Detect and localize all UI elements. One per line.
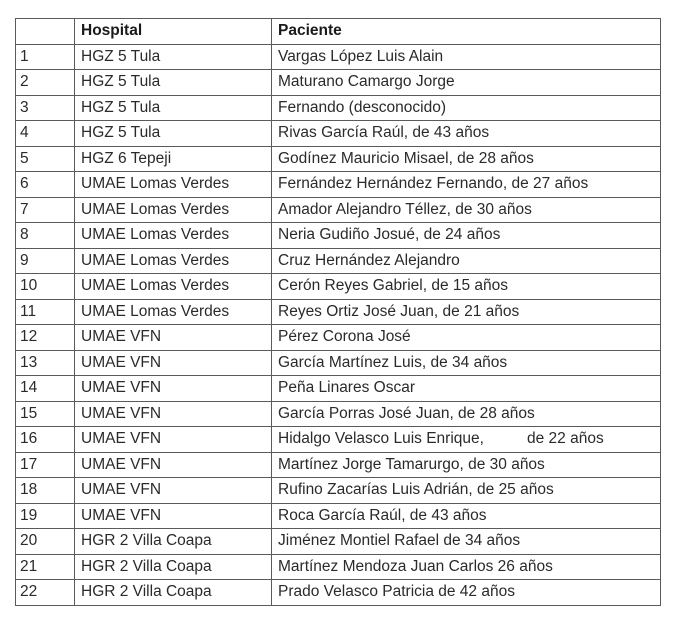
row-patient: Peña Linares Oscar [272,376,661,402]
row-number: 20 [16,529,75,555]
table-row [16,452,661,478]
header-number [16,19,75,45]
header-hospital: Hospital [75,19,272,45]
row-patient: Fernández Hernández Fernando, de 27 años [272,172,661,198]
row-hospital: UMAE VFN [75,350,272,376]
row-hospital: UMAE VFN [75,376,272,402]
row-patient: Hidalgo Velasco Luis Enrique, de 22 años [272,427,661,453]
row-number: 4 [16,121,75,147]
row-patient: Jiménez Montiel Rafael de 34 años [272,529,661,555]
row-patient: Rufino Zacarías Luis Adrián, de 25 años [272,478,661,504]
row-number: 17 [16,452,75,478]
row-patient: Martínez Jorge Tamarurgo, de 30 años [272,452,661,478]
row-patient: Godínez Mauricio Misael, de 28 años [272,146,661,172]
row-number: 1 [16,44,75,70]
table-row [16,44,661,70]
row-hospital: UMAE VFN [75,401,272,427]
table-header-row [16,19,661,45]
table-body [16,44,661,605]
row-number: 19 [16,503,75,529]
row-patient: Roca García Raúl, de 43 años [272,503,661,529]
row-number: 14 [16,376,75,402]
row-number: 22 [16,580,75,606]
row-hospital: UMAE VFN [75,325,272,351]
table-row [16,401,661,427]
table-row [16,70,661,96]
row-hospital: UMAE VFN [75,452,272,478]
row-hospital: UMAE Lomas Verdes [75,248,272,274]
row-hospital: HGZ 5 Tula [75,95,272,121]
table-row [16,299,661,325]
table-row [16,427,661,453]
row-hospital: HGZ 5 Tula [75,44,272,70]
table-row [16,350,661,376]
row-patient: García Porras José Juan, de 28 años [272,401,661,427]
table-row [16,529,661,555]
row-patient: Maturano Camargo Jorge [272,70,661,96]
row-hospital: UMAE Lomas Verdes [75,299,272,325]
row-number: 13 [16,350,75,376]
row-patient: Fernando (desconocido) [272,95,661,121]
row-hospital: HGZ 5 Tula [75,121,272,147]
table-row [16,95,661,121]
table-row [16,376,661,402]
row-hospital: UMAE VFN [75,503,272,529]
table-row [16,223,661,249]
row-number: 8 [16,223,75,249]
row-hospital: UMAE Lomas Verdes [75,172,272,198]
header-patient: Paciente [272,19,661,45]
row-patient: Martínez Mendoza Juan Carlos 26 años [272,554,661,580]
row-hospital: HGR 2 Villa Coapa [75,554,272,580]
row-hospital: UMAE Lomas Verdes [75,197,272,223]
row-patient: Amador Alejandro Téllez, de 30 años [272,197,661,223]
row-number: 7 [16,197,75,223]
row-number: 16 [16,427,75,453]
table-row [16,248,661,274]
table-row [16,274,661,300]
row-patient: Pérez Corona José [272,325,661,351]
patients-table [15,18,661,606]
row-patient: Cruz Hernández Alejandro [272,248,661,274]
table-row [16,172,661,198]
table-row [16,146,661,172]
table-row [16,478,661,504]
row-hospital: UMAE VFN [75,427,272,453]
row-patient: Neria Gudiño Josué, de 24 años [272,223,661,249]
table-row [16,325,661,351]
row-number: 15 [16,401,75,427]
row-number: 21 [16,554,75,580]
row-number: 12 [16,325,75,351]
row-patient: Reyes Ortiz José Juan, de 21 años [272,299,661,325]
row-hospital: HGZ 6 Tepeji [75,146,272,172]
table-row [16,554,661,580]
row-number: 10 [16,274,75,300]
row-number: 18 [16,478,75,504]
row-hospital: UMAE Lomas Verdes [75,223,272,249]
row-patient: Prado Velasco Patricia de 42 años [272,580,661,606]
row-number: 5 [16,146,75,172]
table-row [16,503,661,529]
table-row [16,121,661,147]
row-number: 6 [16,172,75,198]
row-hospital: HGR 2 Villa Coapa [75,580,272,606]
row-number: 2 [16,70,75,96]
row-patient: Rivas García Raúl, de 43 años [272,121,661,147]
row-number: 3 [16,95,75,121]
row-patient: García Martínez Luis, de 34 años [272,350,661,376]
row-hospital: UMAE Lomas Verdes [75,274,272,300]
row-hospital: HGR 2 Villa Coapa [75,529,272,555]
row-patient: Vargas López Luis Alain [272,44,661,70]
row-number: 9 [16,248,75,274]
table-row [16,197,661,223]
table-row [16,580,661,606]
row-hospital: HGZ 5 Tula [75,70,272,96]
row-patient: Cerón Reyes Gabriel, de 15 años [272,274,661,300]
row-hospital: UMAE VFN [75,478,272,504]
row-number: 11 [16,299,75,325]
